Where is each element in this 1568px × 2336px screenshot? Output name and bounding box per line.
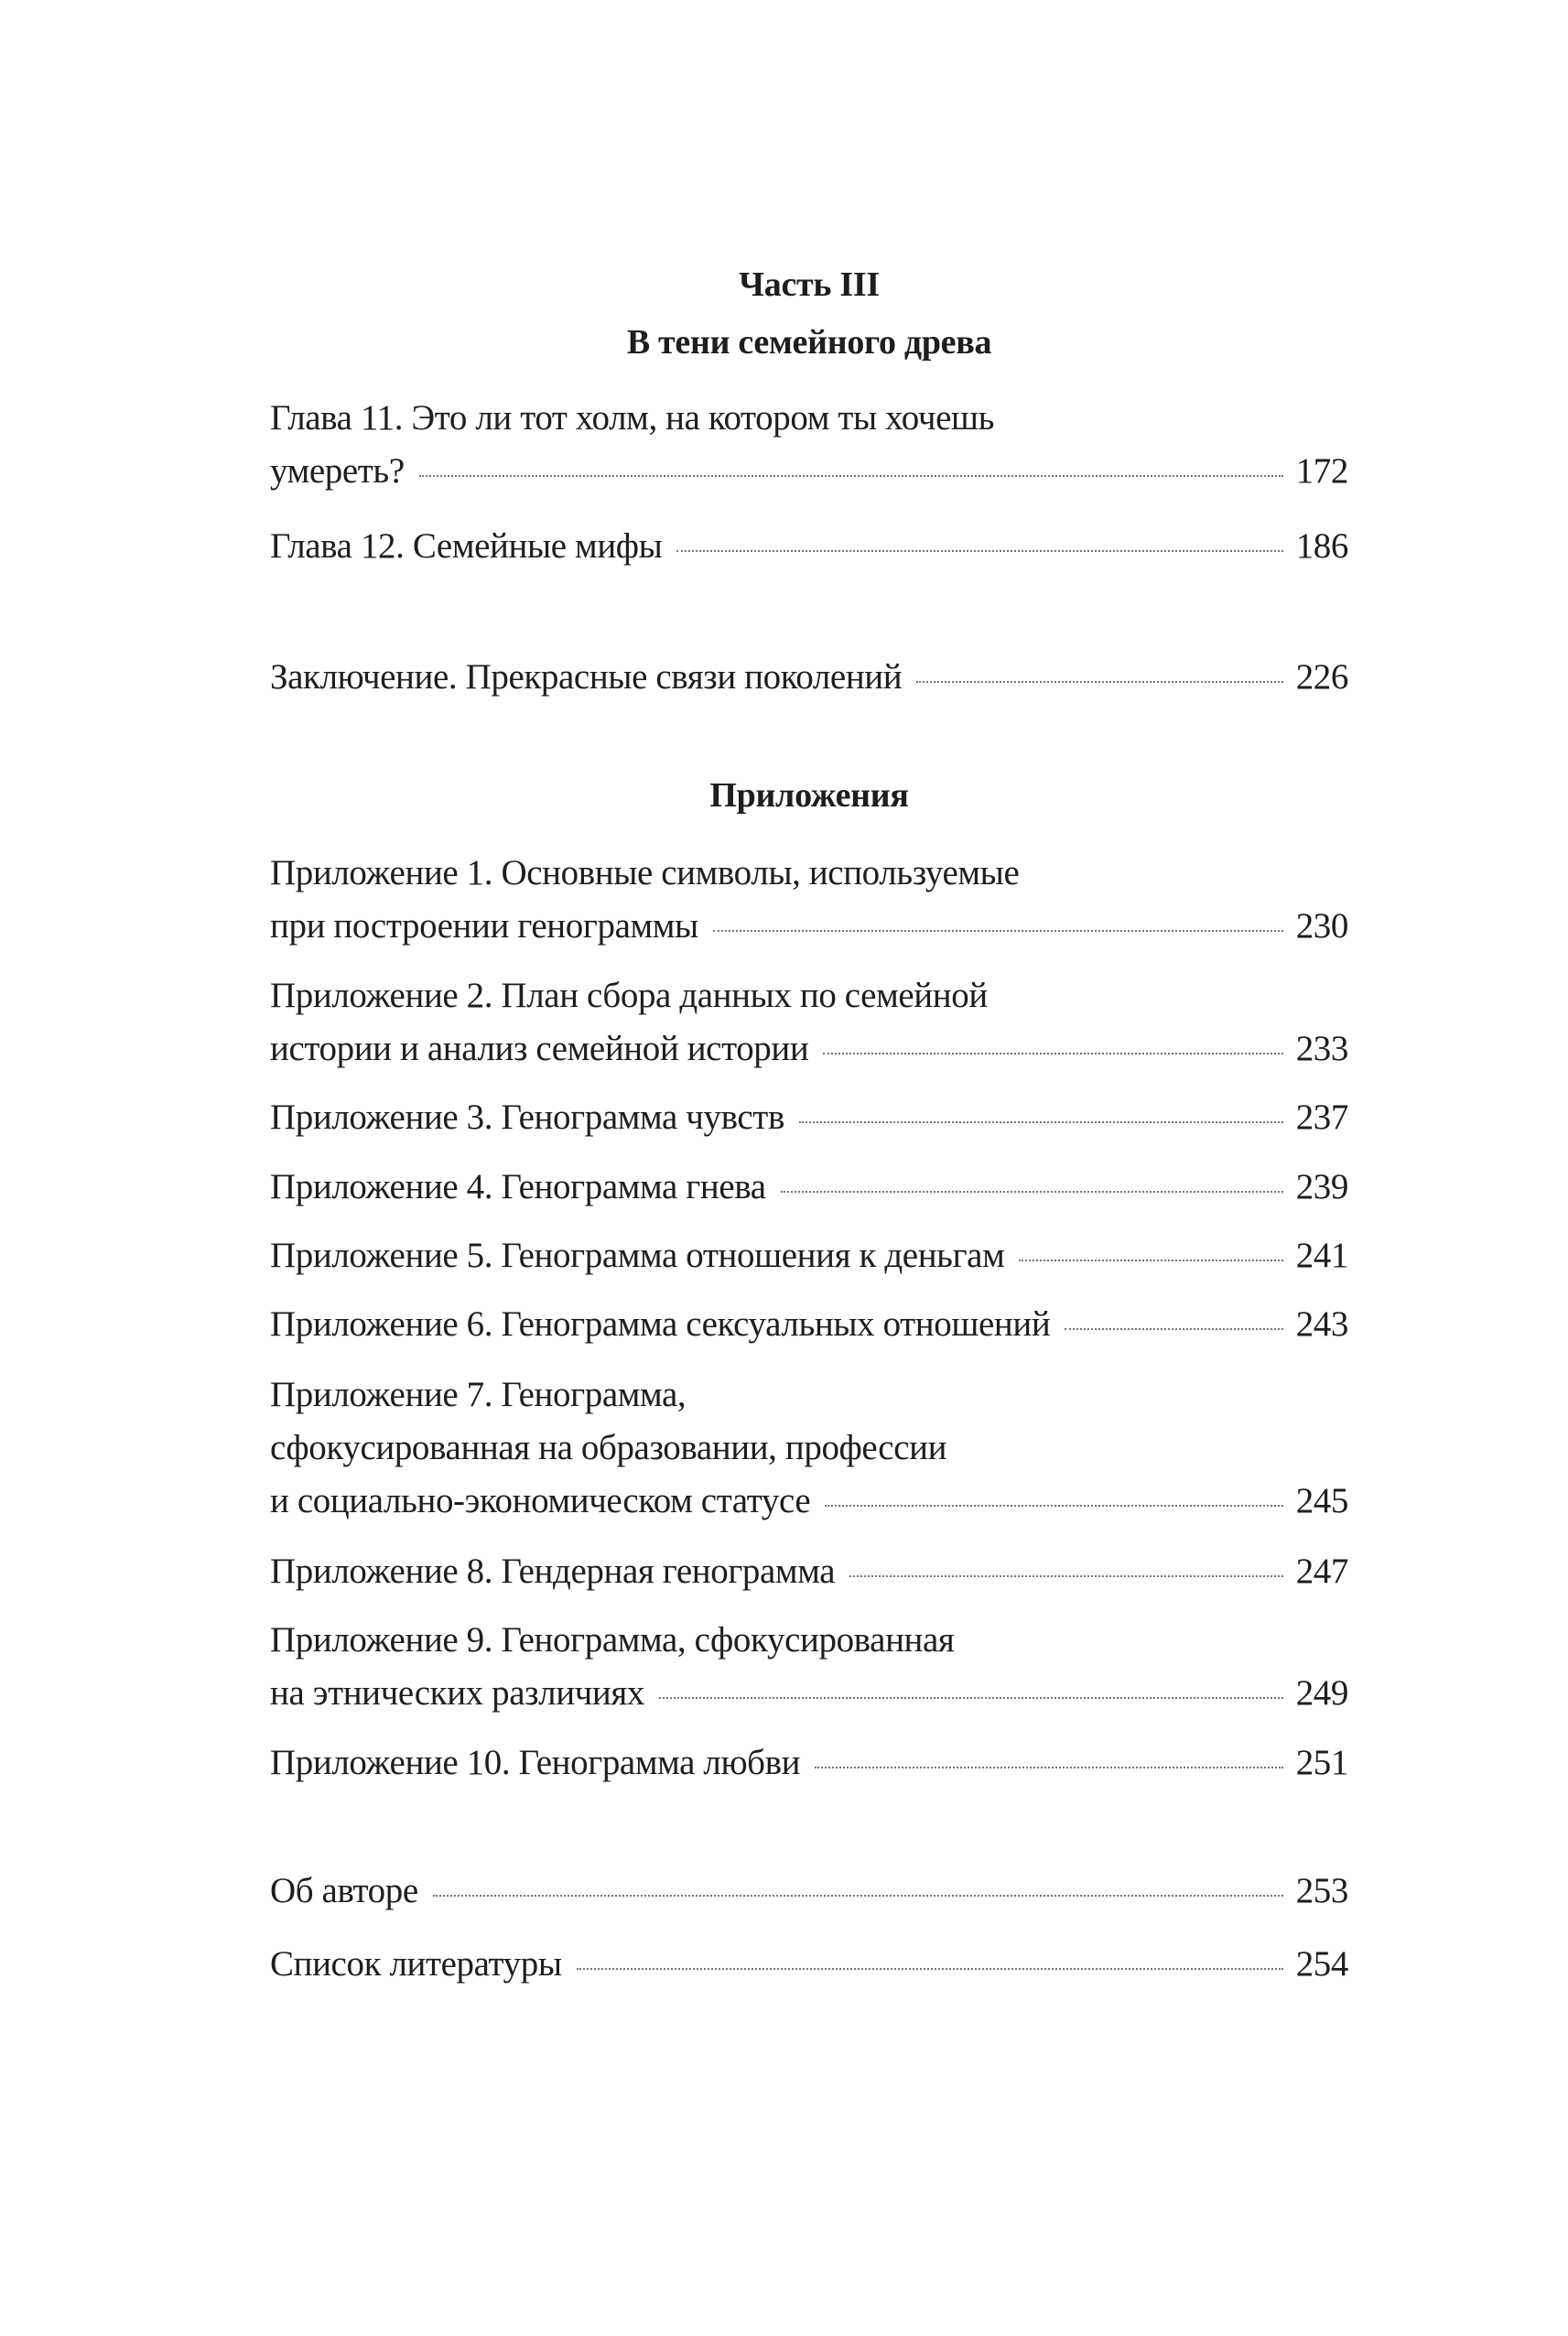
- entry-text-line: Приложение 1. Основные символы, используемые: [270, 853, 1020, 892]
- entry-text-line: Об авторе: [270, 1871, 418, 1910]
- entry-text-line: Приложение 9. Генограмма, сфокусированная: [270, 1620, 955, 1660]
- dot-leader: [577, 1968, 1283, 1970]
- page-number: 245: [1295, 1481, 1348, 1520]
- page-number: 230: [1295, 906, 1348, 946]
- page-number: 254: [1295, 1944, 1348, 1984]
- toc-entry-appendix-8[interactable]: [270, 1545, 1348, 1598]
- page-number: 239: [1295, 1167, 1348, 1206]
- dot-leader: [799, 1121, 1283, 1123]
- entry-text-line: Приложение 3. Генограмма чувств: [270, 1098, 784, 1137]
- dot-leader: [916, 681, 1282, 683]
- dot-leader: [849, 1575, 1283, 1577]
- dot-leader: [433, 1895, 1283, 1897]
- part-title: В тени семейного древа: [626, 323, 992, 362]
- entry-text-line: Глава 11. Это ли тот холм, на котором ты хочешь: [270, 398, 995, 438]
- toc-entry-chapter-12[interactable]: [270, 520, 1348, 573]
- entry-text-line: умереть?: [270, 451, 405, 491]
- page-number: 172: [1295, 451, 1348, 491]
- toc-entry-appendix-10[interactable]: [270, 1736, 1348, 1790]
- dot-leader: [659, 1697, 1283, 1699]
- page-number: 237: [1295, 1098, 1348, 1137]
- dot-leader: [1019, 1260, 1282, 1261]
- toc-entry-appendix-4[interactable]: [270, 1161, 1348, 1214]
- page-number: 253: [1295, 1871, 1348, 1910]
- entry-text-line: Глава 12. Семейные мифы: [270, 526, 663, 566]
- part-label: Часть III: [739, 265, 880, 304]
- dot-leader: [815, 1767, 1283, 1768]
- dot-leader: [713, 930, 1283, 932]
- entry-text-line: Приложение 5. Генограмма отношения к деньгам: [270, 1236, 1005, 1275]
- entry-text-line: на этнических различиях: [270, 1673, 645, 1713]
- toc-entry-chapter-11[interactable]: [270, 392, 1348, 498]
- entry-text-line: Список литературы: [270, 1944, 562, 1984]
- page-number: 243: [1295, 1304, 1348, 1344]
- dot-leader: [823, 1053, 1282, 1054]
- entry-text-line: Приложение 10. Генограмма любви: [270, 1743, 801, 1782]
- entry-text-line: Приложение 7. Генограмма,: [270, 1375, 687, 1414]
- entry-text-line: и социально-экономическом статусе: [270, 1481, 811, 1520]
- page-number: 233: [1295, 1029, 1348, 1068]
- page-number: 251: [1295, 1743, 1348, 1782]
- toc-entry-appendix-3[interactable]: [270, 1091, 1348, 1144]
- toc-entry-bibliography[interactable]: [270, 1938, 1348, 1991]
- entry-text-line: Приложение 8. Гендерная генограмма: [270, 1552, 836, 1591]
- toc-entry-conclusion[interactable]: [270, 651, 1348, 704]
- dot-leader: [825, 1505, 1282, 1507]
- entry-text-line: Приложение 2. План сбора данных по семейной: [270, 976, 988, 1015]
- page-number: 241: [1295, 1236, 1348, 1275]
- entry-text-line: Приложение 4. Генограмма гнева: [270, 1167, 766, 1206]
- toc-entry-appendix-6[interactable]: [270, 1298, 1348, 1351]
- dot-leader: [419, 475, 1283, 477]
- entry-text-line: сфокусированная на образовании, профессии: [270, 1428, 947, 1467]
- page-number: 247: [1295, 1552, 1348, 1591]
- page-number: 186: [1295, 526, 1348, 566]
- toc-entry-appendix-2[interactable]: [270, 969, 1348, 1076]
- page-number: 249: [1295, 1673, 1348, 1713]
- entry-text-line: при построении генограммы: [270, 906, 698, 946]
- toc-entry-appendix-5[interactable]: [270, 1229, 1348, 1282]
- page-number: 226: [1295, 657, 1348, 697]
- toc-entry-appendix-9[interactable]: [270, 1614, 1348, 1720]
- entry-text-line: Приложение 6. Генограмма сексуальных отношений: [270, 1304, 1051, 1344]
- entry-text-line: истории и анализ семейной истории: [270, 1029, 809, 1068]
- toc-entry-about-author[interactable]: [270, 1865, 1348, 1918]
- toc-entry-appendix-7[interactable]: [270, 1368, 1348, 1528]
- dot-leader: [781, 1191, 1283, 1193]
- dot-leader: [1065, 1328, 1282, 1330]
- entry-text-line: Заключение. Прекрасные связи поколений: [270, 657, 903, 697]
- appendices-title: Приложения: [709, 776, 909, 815]
- dot-leader: [676, 550, 1282, 552]
- toc-entry-appendix-1[interactable]: [270, 847, 1348, 953]
